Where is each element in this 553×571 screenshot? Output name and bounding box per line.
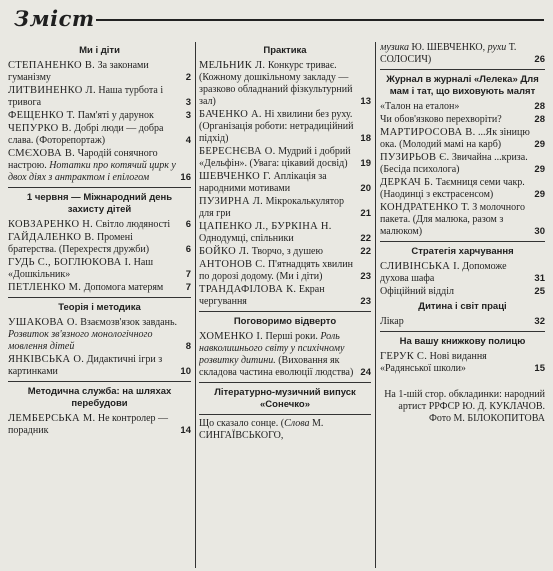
page-number: 29 — [534, 164, 545, 175]
entry-text: СМЄХОВА В. — [8, 148, 76, 159]
section-heading: Ми і діти — [79, 45, 120, 56]
toc-column-3 — [380, 42, 545, 568]
entry-text: Наша турбота і тривога — [8, 85, 164, 108]
page-number: 21 — [360, 208, 371, 219]
page-number: 3 — [185, 97, 191, 108]
page-number: 3 — [185, 110, 191, 121]
entry-text: «Талон на еталон» — [380, 101, 460, 112]
entry-text: Допоможе духова шафа — [380, 261, 507, 284]
entry-text: СТЕПАНЕНКО В. — [8, 60, 96, 71]
toc-entry[interactable] — [8, 317, 191, 353]
toc-entry[interactable] — [199, 60, 371, 108]
entry-text: Пам'яті у дарунок — [75, 110, 154, 121]
header-rule — [96, 19, 544, 21]
entry-text: З молочного пакета. (Для малюка, разом з малюком) — [380, 202, 525, 237]
page-number: 20 — [360, 183, 371, 194]
entry-text: СЛИВІНСЬКА І. — [380, 261, 460, 272]
entry-text: Промені братерства. (Перехрестя дружби) — [8, 232, 150, 255]
toc-entry[interactable] — [199, 418, 371, 442]
cover-credit: На 1-шій стор. обкладинки: народний артист РРФСР Ю. Д. КУКЛАЧОВ. — [384, 389, 545, 412]
entry-text: Що сказало сонце. ( — [199, 418, 285, 429]
toc-entry[interactable] — [8, 219, 191, 231]
toc-entry[interactable] — [380, 152, 545, 176]
entry-text: ЦАПЕНКО Л., БУРКІНА Н. — [199, 221, 332, 232]
toc-entry[interactable] — [380, 316, 545, 328]
cover-credit: Фото М. БІЛОКОПИТОВА — [428, 413, 545, 424]
toc-entry[interactable] — [380, 42, 545, 66]
entry-text: ШЕВЧЕНКО Г. — [199, 171, 272, 182]
entry-text: Дидактичні ігри з картинками — [8, 354, 163, 377]
entry-text: Ю. ШЕВЧЕНКО, — [409, 42, 488, 53]
section-heading: Поговоримо відверто — [199, 311, 371, 328]
entry-text: Мікрокалькулятор для гри — [199, 196, 345, 219]
toc-entry[interactable] — [199, 196, 371, 220]
entry-text: рухи — [487, 42, 507, 53]
entry-text: ЯНКІВСЬКА О. — [8, 354, 85, 365]
entry-text: ГАЙДАЛЕНКО В. — [8, 232, 95, 243]
toc-entry[interactable] — [199, 246, 371, 258]
page-number: 29 — [534, 139, 545, 150]
entry-text: Ні хвилини без руху. (Організація роботи: нетрадиційний підхід) — [199, 109, 354, 144]
page-number: 22 — [360, 233, 371, 244]
toc-entry[interactable] — [8, 413, 191, 437]
section-heading: 1 червня — Міжнародний день захисту дітей — [8, 187, 191, 216]
entry-text: ...Як зіницю ока. (Молодий мамі на карб) — [380, 127, 530, 150]
page-number: 28 — [534, 101, 545, 112]
entry-text: ПЕТЛЕНКО М. — [8, 282, 82, 293]
entry-text: (Виховання як складова частина еволюції людства) — [199, 355, 354, 378]
entry-text: Лікар — [380, 316, 404, 327]
toc-entry[interactable] — [8, 148, 191, 184]
toc-entry[interactable] — [380, 202, 545, 238]
page-number: 25 — [534, 286, 545, 297]
entry-text: МЕЛЬНИК Л. — [199, 60, 266, 71]
entry-text: За законами гуманізму — [8, 60, 149, 83]
page-number: 7 — [185, 282, 191, 293]
page-number: 32 — [534, 316, 545, 327]
page-number: 31 — [534, 273, 545, 284]
toc-entry[interactable] — [8, 110, 191, 122]
toc-entry[interactable] — [199, 171, 371, 195]
entry-text: ЛЕМБЕРСЬКА М. — [8, 413, 96, 424]
page-number: 6 — [185, 244, 191, 255]
entry-text: Слова — [284, 418, 310, 429]
entry-text: М. СИНГАЇВСЬКОГО, — [199, 418, 324, 441]
entry-text: ДЕРКАЧ Б. — [380, 177, 434, 188]
entry-text: ТРАНДАФІЛОВА К. — [199, 284, 297, 295]
page-number: 13 — [360, 96, 371, 107]
page-number: 24 — [360, 367, 371, 378]
page-number: 6 — [185, 219, 191, 230]
toc-entry[interactable] — [199, 146, 371, 170]
entry-text: Добрі люди — добра слава. (Фоторепортаж) — [8, 123, 164, 146]
toc-column-1 — [8, 42, 191, 568]
page-number: 2 — [185, 72, 191, 83]
page-number: 23 — [360, 296, 371, 307]
section-heading: Практика — [263, 45, 307, 56]
toc-entry[interactable] — [199, 109, 371, 145]
toc-entry[interactable] — [380, 127, 545, 151]
section-heading: Літературно-музичний випуск «Сонечко» — [199, 382, 371, 415]
entry-text: АНТОНОВ С. — [199, 259, 266, 270]
entry-text: Офіційний відділ — [380, 286, 454, 297]
entry-text: БОЙКО Л. — [199, 246, 250, 257]
section-heading: Методична служба: на шляхах перебудови — [8, 381, 191, 410]
entry-text: КОНДРАТЕНКО Т. — [380, 202, 470, 213]
entry-text: Допомога матерям — [81, 282, 164, 293]
toc-entry[interactable] — [8, 232, 191, 256]
toc-entry[interactable] — [380, 286, 545, 298]
page-number: 23 — [360, 271, 371, 282]
section-heading: Теорія і методика — [8, 297, 191, 314]
section-heading: Журнал в журналі «Лелека» Для мам і тат, що виховують малят — [380, 69, 545, 98]
toc-entry[interactable] — [8, 123, 191, 147]
page-title: Зміст — [14, 6, 95, 31]
column-divider — [195, 42, 196, 568]
page-number: 28 — [534, 114, 545, 125]
entry-text: Наш «Дошкільник» — [8, 257, 154, 280]
entry-text: Конкурс триває. (Кожному дошкільному закладу — зразково обладнаний фізкультурний зал) — [199, 60, 353, 107]
page-number: 19 — [360, 158, 371, 169]
entry-text: ГЕРУК С. — [380, 351, 428, 362]
toc-entry[interactable] — [8, 354, 191, 378]
page-number: 18 — [360, 133, 371, 144]
entry-text: Однодумці, спільники — [199, 233, 294, 244]
entry-text: Т. СОЛОСИЧ) — [380, 42, 517, 65]
toc-entry[interactable] — [380, 351, 545, 375]
toc-entry[interactable] — [380, 261, 545, 285]
toc-entry[interactable] — [199, 284, 371, 308]
entry-text: КОВЗАРЕНКО Н. — [8, 219, 94, 230]
toc-entry[interactable] — [8, 257, 191, 281]
toc-header — [12, 6, 544, 36]
page-number: 14 — [180, 425, 191, 436]
entry-text: Перші роки. — [263, 331, 321, 342]
entry-text: Нові видання «Радянської школи» — [380, 351, 487, 374]
section-heading: Дитина і світ праці — [418, 301, 507, 312]
entry-text: МАРТИРОСОВА В. — [380, 127, 476, 138]
section-heading: Стратегія харчування — [380, 241, 545, 258]
entry-text: ХОМЕНКО І. — [199, 331, 264, 342]
toc-entry[interactable] — [380, 101, 545, 113]
entry-text: Роль навколишнього світу у психічному розвитку дитини. — [199, 331, 345, 366]
entry-text: Взаємозв'язок завдань. — [77, 317, 178, 328]
page-number: 7 — [185, 269, 191, 280]
entry-text: Екран чергування — [199, 284, 325, 307]
entry-text: ПУЗИРНА Л. — [199, 196, 264, 207]
entry-text: Світло людяності — [93, 219, 171, 230]
toc-column-2 — [199, 42, 371, 568]
toc-entry[interactable] — [8, 60, 191, 84]
entry-text: Розвиток зв'язного монологічного мовлення дітей — [8, 329, 153, 352]
toc-columns — [8, 42, 545, 568]
entry-text: П'ятнадцять хвилин по дорозі додому. (Ми і діти) — [199, 259, 353, 282]
entry-text: ЛИТВИНЕНКО Л. — [8, 85, 96, 96]
toc-entry[interactable] — [199, 221, 371, 245]
entry-text: ПУЗИРЬОВ Є. — [380, 152, 450, 163]
page-number: 29 — [534, 189, 545, 200]
toc-entry[interactable] — [8, 282, 191, 294]
entry-text: Творчо, з душею — [249, 246, 323, 257]
page-number: 26 — [534, 54, 545, 65]
page-number: 8 — [185, 341, 191, 352]
toc-entry[interactable] — [380, 114, 545, 126]
page-number: 16 — [180, 172, 191, 183]
toc-entry[interactable] — [380, 177, 545, 201]
entry-text: Чародій сонячного настрою. — [8, 148, 158, 171]
entry-text: ЧЕПУРКО В. — [8, 123, 72, 134]
page-number: 22 — [360, 246, 371, 257]
entry-text: ФЕЩЕНКО Т. — [8, 110, 76, 121]
entry-text: Нотатки про котячий цирк у двох діях з антрактом і епілогом — [8, 160, 176, 183]
entry-text: БЕРЕСНЄВА О. — [199, 146, 276, 157]
entry-text: Мудрий і добрий «Дельфін». (Увага: цікавий досвід) — [199, 146, 351, 169]
entry-text: Не контролер — порадник — [8, 413, 169, 436]
column-divider — [375, 42, 376, 568]
entry-text: БАЧЕНКО А. — [199, 109, 262, 120]
toc-entry[interactable] — [199, 331, 371, 379]
toc-entry[interactable] — [8, 85, 191, 109]
page-number: 4 — [185, 135, 191, 146]
entry-text: ГУДЬ С., БОГЛЮКОВА І. — [8, 257, 132, 268]
page-number: 30 — [534, 226, 545, 237]
entry-text: УШАКОВА О. — [8, 317, 78, 328]
page-number: 15 — [534, 363, 545, 374]
entry-text: Таємниця семи чакр. (Наодинці з екстрасенсом) — [380, 177, 525, 200]
page-number: 10 — [180, 366, 191, 377]
section-heading: На вашу книжкову полицю — [380, 331, 545, 348]
entry-text: музика — [380, 42, 410, 53]
entry-text: Чи обов'язково перехворіти? — [380, 114, 502, 125]
toc-entry[interactable] — [199, 259, 371, 283]
entry-text: Звичайна ...криза. (Бесіда психолога) — [380, 152, 528, 175]
entry-text: Аплікація за народними мотивами — [199, 171, 327, 194]
